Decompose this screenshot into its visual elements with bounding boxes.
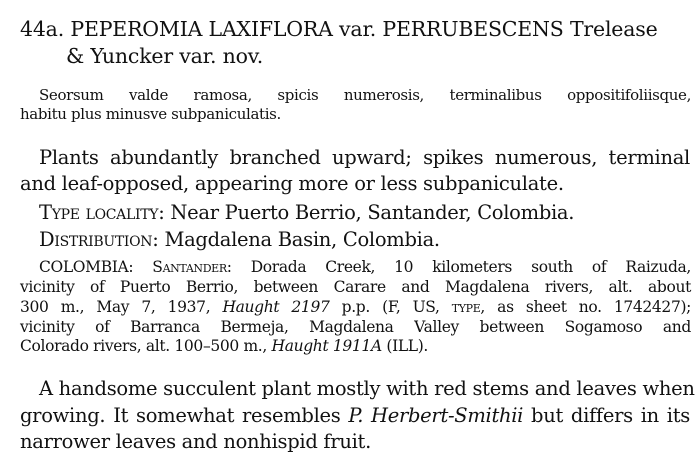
collector-number: Haught 1911A	[271, 337, 382, 355]
distribution	[39, 228, 440, 251]
description-line-1: Plants abundantly branched upward; spikes numerous, terminal	[39, 146, 690, 169]
specimen-line-1: COLOMBIA: Santander: Dorada Creek, 10 kilometers south of Raizuda,	[39, 258, 692, 276]
discussion-line-3: narrower leaves and nonhispid fruit.	[20, 430, 371, 453]
discussion-line-1: A handsome succulent plant mostly with red stems and leaves when	[39, 377, 695, 400]
specimen-line-4: vicinity of Barranca Bermeja, Magdalena Valley between Sogamoso and	[20, 318, 691, 336]
type-locality-label: Type locality:	[39, 201, 165, 224]
specimen-line-2: vicinity of Puerto Berrio, between Carare and Magdalena rivers, alt. about	[20, 278, 691, 296]
heading-taxon-name: PEPEROMIA LAXIFLORA var. PERRUBESCENS Trelease	[70, 17, 658, 41]
specimen-line-3: 300 m., May 7, 1937, Haught 2197 p.p. (F, US, type, as sheet no. 1742427);	[20, 298, 692, 316]
collector-number: Haught 2197	[222, 298, 330, 316]
heading-number: 44a.	[20, 17, 65, 41]
discussion-line-2: growing. It somewhat resembles P. Herbert-Smithii but differs in its	[20, 404, 690, 427]
heading-line-1	[20, 17, 658, 41]
latin-diagnosis-line-1: Seorsum valde ramosa, spicis numerosis, terminalibus oppositifoliisque,	[39, 86, 691, 104]
description-line-2: and leaf-opposed, appearing more or less subpaniculate.	[20, 172, 564, 195]
heading-line-2	[66, 44, 263, 68]
heading-authors: & Yuncker var. nov.	[66, 44, 264, 68]
type-locality	[39, 201, 574, 224]
type-locality-value: Near Puerto Berrio, Santander, Colombia.	[170, 201, 575, 224]
distribution-value: Magdalena Basin, Colombia.	[164, 228, 440, 251]
latin-diagnosis-line-2: habitu plus minusve subpaniculatis.	[20, 105, 281, 123]
specimen-line-5: Colorado rivers, alt. 100–500 m., Haught 1911A (ILL).	[20, 337, 429, 355]
species-name: P. Herbert-Smithii	[348, 404, 524, 427]
distribution-label: Distribution:	[39, 228, 159, 251]
